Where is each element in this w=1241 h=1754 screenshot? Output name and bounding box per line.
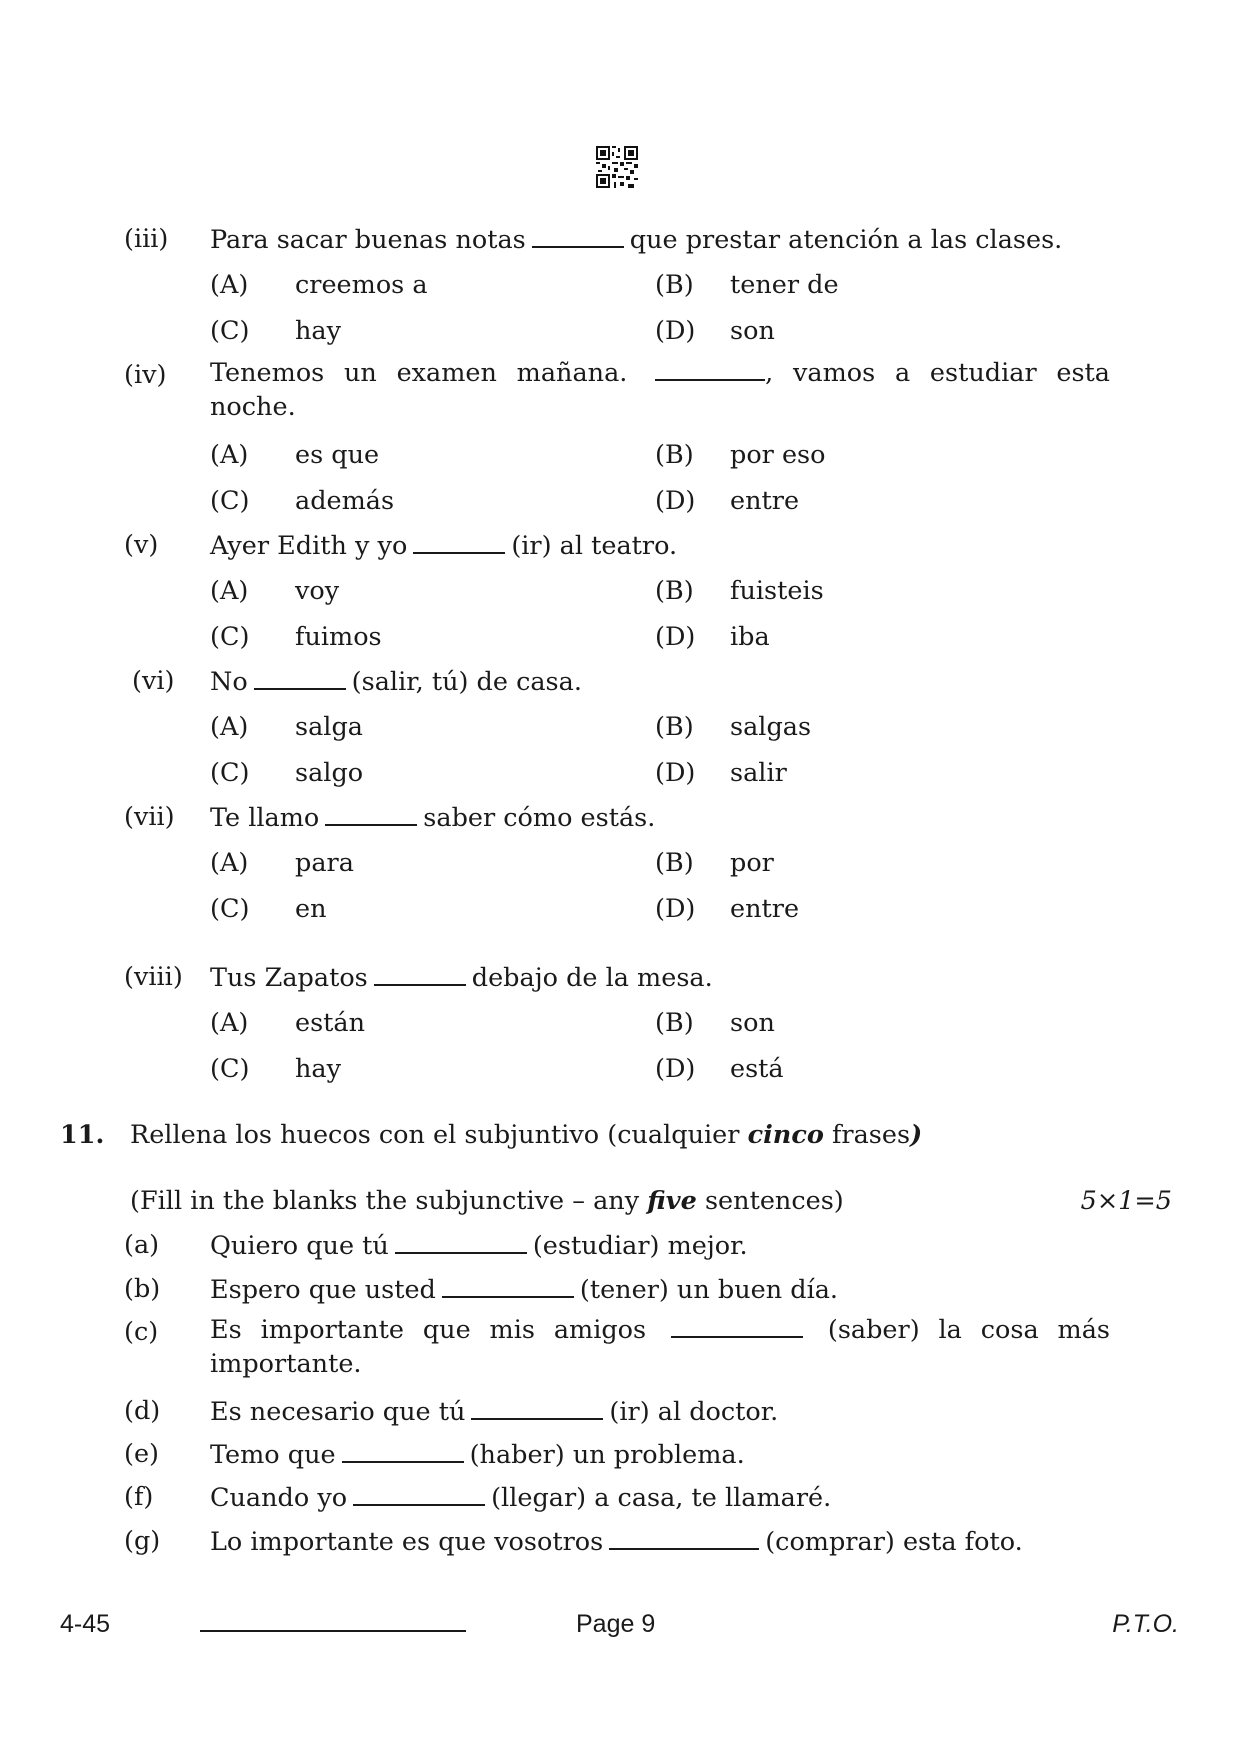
option-a-text: es que <box>295 440 380 470</box>
text-after-blank: (tener) un buen día. <box>579 1275 839 1305</box>
text-after-blank: (llegar) a casa, te llamaré. <box>491 1483 832 1513</box>
answer-blank <box>254 666 346 690</box>
item-text <box>210 1439 745 1470</box>
marks-allocation: 5×1=5 <box>1080 1186 1172 1216</box>
option-c-label: (C) <box>210 622 250 652</box>
please-turn-over: P.T.O. <box>1112 1610 1179 1638</box>
question-translation <box>130 1186 844 1216</box>
option-b-text: tener de <box>730 270 839 300</box>
answer-blank <box>395 1230 527 1254</box>
text-before-blank: Espero que usted <box>210 1275 436 1305</box>
option-d-text: iba <box>730 622 770 652</box>
item-label: (b) <box>124 1274 161 1304</box>
text-before-blank: Quiero que tú <box>210 1231 389 1261</box>
text-before-blank: No <box>210 667 248 697</box>
paper-code: 4-45 <box>60 1610 111 1638</box>
item-text <box>210 1526 1023 1557</box>
text-after-blank: (ir) al doctor. <box>609 1397 779 1427</box>
option-b-label: (B) <box>655 440 694 470</box>
text-after-blank: (saber) la cosa más importante. <box>210 1315 1111 1379</box>
text-after-blank: debajo de la mesa. <box>471 963 713 993</box>
question-text <box>210 224 1062 255</box>
instruction-text-after: frases <box>831 1120 911 1150</box>
question-number: (vi) <box>132 666 175 696</box>
option-a-label: (A) <box>210 270 249 300</box>
option-a-text: están <box>295 1008 366 1038</box>
footer-divider <box>200 1630 466 1632</box>
text-before-blank: Lo importante es que vosotros <box>210 1527 604 1557</box>
option-b-text: son <box>730 1008 775 1038</box>
text-before-blank: Te llamo <box>210 803 320 833</box>
option-b-text: salgas <box>730 712 812 742</box>
answer-blank <box>471 1396 603 1420</box>
translation-text: (Fill in the blanks the subjunctive – any <box>130 1186 640 1216</box>
option-c-label: (C) <box>210 1054 250 1084</box>
text-before-blank: Cuando yo <box>210 1483 348 1513</box>
answer-blank <box>413 530 505 554</box>
answer-blank <box>655 357 765 381</box>
option-a-text: para <box>295 848 354 878</box>
option-a-label: (A) <box>210 712 249 742</box>
text-before-blank: Tus Zapatos <box>210 963 368 993</box>
option-b-label: (B) <box>655 576 694 606</box>
text-after-blank: (haber) un problema. <box>469 1440 745 1470</box>
option-c-text: fuimos <box>295 622 382 652</box>
option-d-label: (D) <box>655 486 696 516</box>
option-c-label: (C) <box>210 758 250 788</box>
question-number: (iii) <box>124 224 169 254</box>
option-a-text: voy <box>295 576 340 606</box>
option-b-label: (B) <box>655 270 694 300</box>
option-b-label: (B) <box>655 1008 694 1038</box>
question-number: (vii) <box>124 802 175 832</box>
item-text <box>210 1313 1110 1381</box>
answer-blank <box>671 1314 803 1338</box>
answer-blank <box>374 962 466 986</box>
question-number: (iv) <box>124 360 167 390</box>
question-text <box>210 962 713 993</box>
question-number: (viii) <box>124 962 183 992</box>
option-c-label: (C) <box>210 894 250 924</box>
option-a-label: (A) <box>210 848 249 878</box>
option-d-text: salir <box>730 758 787 788</box>
text-after-blank: saber cómo estás. <box>423 803 656 833</box>
option-d-text: entre <box>730 486 800 516</box>
text-after-blank: que prestar atención a las clases. <box>629 225 1063 255</box>
option-d-text: entre <box>730 894 800 924</box>
text-after-blank: (comprar) esta foto. <box>765 1527 1023 1557</box>
text-before-blank: Temo que <box>210 1440 336 1470</box>
text-before-blank: Es importante que mis amigos <box>210 1315 647 1345</box>
option-d-label: (D) <box>655 758 696 788</box>
question-number: 11. <box>60 1120 105 1150</box>
option-b-label: (B) <box>655 712 694 742</box>
translation-emphasis: five <box>647 1186 697 1216</box>
item-label: (c) <box>124 1317 159 1347</box>
option-d-label: (D) <box>655 894 696 924</box>
text-after-blank: , vamos a estudiar esta noche. <box>210 358 1111 422</box>
text-before-blank: Tenemos un examen mañana. <box>210 358 628 388</box>
item-label: (d) <box>124 1396 161 1426</box>
translation-text-after: sentences) <box>704 1186 844 1216</box>
option-c-label: (C) <box>210 316 250 346</box>
item-label: (e) <box>124 1439 159 1469</box>
item-label: (f) <box>124 1482 154 1512</box>
instruction-close-paren: ) <box>910 1120 923 1150</box>
answer-blank <box>442 1274 574 1298</box>
option-c-text: además <box>295 486 395 516</box>
option-c-text: salgo <box>295 758 364 788</box>
option-b-label: (B) <box>655 848 694 878</box>
item-text <box>210 1482 831 1513</box>
question-number: (v) <box>124 530 159 560</box>
question-text <box>210 356 1110 424</box>
option-d-text: son <box>730 316 775 346</box>
instruction-text: Rellena los huecos con el subjuntivo (cualquier <box>130 1120 740 1150</box>
item-text <box>210 1274 838 1305</box>
option-c-label: (C) <box>210 486 250 516</box>
option-d-text: está <box>730 1054 784 1084</box>
option-a-text: salga <box>295 712 363 742</box>
answer-blank <box>532 224 624 248</box>
option-a-label: (A) <box>210 576 249 606</box>
answer-blank <box>353 1482 485 1506</box>
item-label: (a) <box>124 1230 160 1260</box>
text-before-blank: Para sacar buenas notas <box>210 225 526 255</box>
item-label: (g) <box>124 1526 161 1556</box>
page-number: Page 9 <box>576 1610 656 1638</box>
option-d-label: (D) <box>655 1054 696 1084</box>
option-c-text: hay <box>295 316 342 346</box>
answer-blank <box>342 1439 464 1463</box>
item-text <box>210 1230 748 1261</box>
text-after-blank: (salir, tú) de casa. <box>351 667 582 697</box>
option-c-text: en <box>295 894 327 924</box>
answer-blank <box>325 802 417 826</box>
text-before-blank: Ayer Edith y yo <box>210 531 408 561</box>
option-d-label: (D) <box>655 316 696 346</box>
option-c-text: hay <box>295 1054 342 1084</box>
question-instruction <box>130 1120 922 1150</box>
option-d-label: (D) <box>655 622 696 652</box>
option-a-label: (A) <box>210 440 249 470</box>
instruction-emphasis: cinco <box>747 1120 824 1150</box>
question-text <box>210 802 655 833</box>
qr-code-icon <box>596 146 638 188</box>
option-a-text: creemos a <box>295 270 428 300</box>
option-b-text: por <box>730 848 774 878</box>
question-text <box>210 666 582 697</box>
text-after-blank: (ir) al teatro. <box>511 531 678 561</box>
option-b-text: fuisteis <box>730 576 824 606</box>
question-text <box>210 530 677 561</box>
item-text <box>210 1396 778 1427</box>
option-b-text: por eso <box>730 440 826 470</box>
text-after-blank: (estudiar) mejor. <box>532 1231 748 1261</box>
option-a-label: (A) <box>210 1008 249 1038</box>
text-before-blank: Es necesario que tú <box>210 1397 466 1427</box>
answer-blank <box>609 1526 759 1550</box>
